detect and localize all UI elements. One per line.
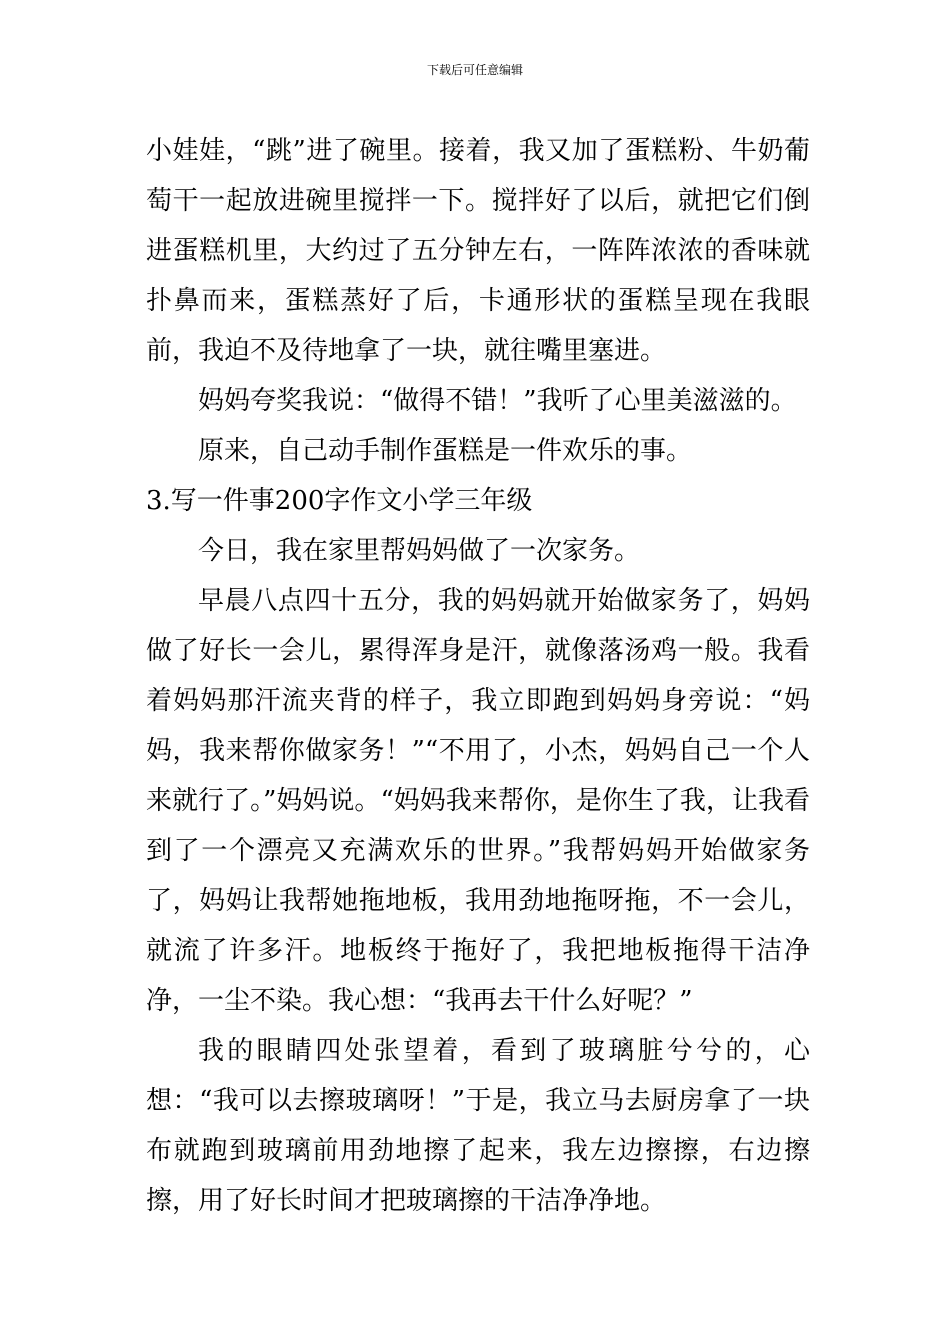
paragraph-5: 早晨八点四十五分，我的妈妈就开始做家务了，妈妈做了好长一会儿，累得浑身是汗，就像落汤鸡一般。我看着妈妈那汗流夹背的样子，我立即跑到妈妈身旁说：“妈妈，我来帮你做家务！”“不用了，小杰，妈妈自己一个人来就行了。”妈妈说。“妈妈我来帮你，是你生了我，让我看到了一个漂亮又充满欢乐的世界。”我帮妈妈开始做家务了，妈妈让我帮她拖地板，我用劲地拖呀拖，不一会儿，就流了许多汗。地板终于拖好了，我把地板拖得干洁净净，一尘不染。我心想：“我再去干什么好呢？” (146, 586, 810, 1016)
page-header: 下载后可任意编辑 (426, 63, 523, 77)
paragraph-4: 今日，我在家里帮妈妈做了一次家务。 (198, 536, 641, 566)
paragraph-1: 小娃娃，“跳”进了碗里。接着，我又加了蛋糕粉、牛奶葡萄干一起放进碗里搅拌一下。搅拌好了以后，就把它们倒进蛋糕机里，大约过了五分钟左右，一阵阵浓浓的香味就扑鼻而来，蛋糕蒸好了后，卡通形状的蛋糕呈现在我眼前，我迫不及待地拿了一块，就往嘴里塞进。 (146, 136, 810, 366)
paragraph-6: 我的眼睛四处张望着，看到了玻璃脏兮兮的，心想：“我可以去擦玻璃呀！”于是，我立马去厨房拿了一块布就跑到玻璃前用劲地擦了起来，我左边擦擦，右边擦擦，用了好长时间才把玻璃擦的干洁净净地。 (146, 1036, 810, 1216)
section-heading: 3.写一件事200字作文小学三年级 (146, 486, 533, 516)
paragraph-2: 妈妈夸奖我说：“做得不错！”我听了心里美滋滋的。 (198, 386, 797, 416)
document-body (146, 126, 810, 1226)
paragraph-3: 原来，自己动手制作蛋糕是一件欢乐的事。 (198, 436, 693, 466)
